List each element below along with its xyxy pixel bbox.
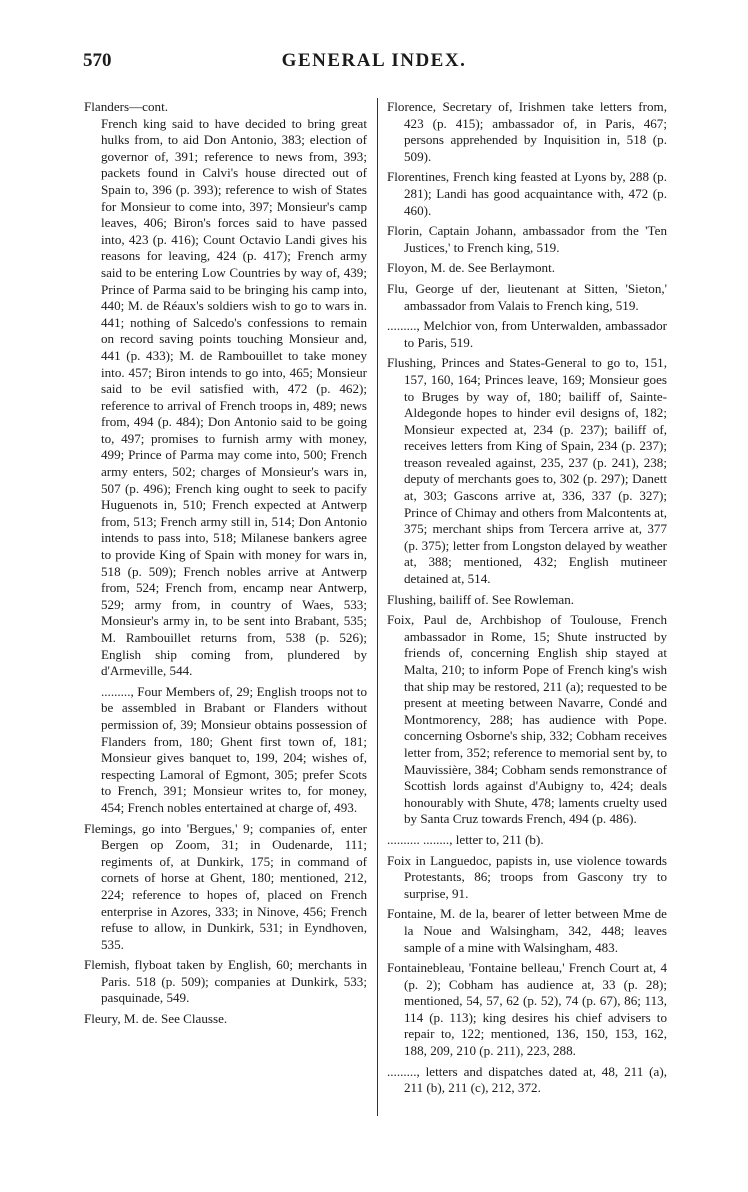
entry-fleury: Fleury, M. de. See Clausse. <box>84 1011 228 1027</box>
entry-florentines: Florentines, French king feasted at Lyons by, 288 (p. 281); Landi has good acquaintance with, 472 (p. 460). <box>387 169 667 218</box>
entry-foix-languedoc: Foix in Languedoc, papists in, use violence towards Protestants, 86; troops from Gascony try to surprise, 91. <box>387 852 667 901</box>
entry-florin: Florin, Captain Johann, ambassador from the 'Ten Justices,' to French king, 519. <box>387 223 667 255</box>
entry-foix: Foix, Paul de, Archbishop of Toulouse, French ambassador in Rome, 15; Shute instructed by friends of, concerning English ship stayed at Malta, 210; to inform Pope of French king's wish that ship may be restored, 211 (a); requested to be present at meeting between Navarre, Condé and Montmorency, 288; has audience with Pope. concerning Osborne's ship, 332; Cobham receives letter from, 352; reference to memorial sent by, to Mauvissière, 384; Cobham sends remonstrance of Scottish lords against d'Aubigny to, 424; deals honourably with Shute, 478; laments cruelty used by Santa Cruz towards French, 494 (p. 486). <box>387 612 667 827</box>
entry-floyon: Floyon, M. de. See Berlaymont. <box>387 260 556 276</box>
entry-flu: Flu, George uf der, lieutenant at Sitten, 'Sieton,' ambassador from Valais to French king, 519. <box>387 280 667 313</box>
entry-flemish: Flemish, flyboat taken by English, 60; merchants in Paris. 518 (p. 509); companies at Dunkirk, 533; pasquinade, 549. <box>84 957 367 1006</box>
entry-foix-letter: .......... ........, letter to, 211 (b). <box>387 831 544 847</box>
page-number: 570 <box>83 50 112 71</box>
entry-fontainebleau-letters: ........., letters and dispatches dated at, 48, 211 (a), 211 (b), 211 (c), 212, 372. <box>387 1063 667 1096</box>
column-divider <box>377 98 378 1116</box>
entry-flanders-continuation: French king said to have decided to bring great hulks from, to aid Don Antonio, 383; election of governor of, 391; reference to news from, 393; packets found in Calvi's house directed out of Spain to, 396 (p. 393); reference to wish of States for Monsieur to come into, 397; Monsieur's camp leaves, 406; Biron's forces said to have passed into, 423 (p. 416); Count Octavio Landi gives his reasons for leaving, 424 (p. 417); French army said to be entering Low Countries by way of, 439; Prince of Parma said to be bringing his camp into, 440; M. de Réaux's soldiers wish to go to wars in. 441; nothing of Salcedo's confessions to remain on record saving points touching Monsieur and, 441 (p. 433); M. de Rambouillet to take money into. 457; Biron intends to go into, 465; Monsieur said to be evil satisfied with, 472 (p. 462); reference to arrival of French troops in, 489; news from, 494 (p. 484); Don Antonio said to be going to, 497; promises to furnish army with money, 499; Prince of Parma may come into, 500; French army enters, 502; charges of Monsieur's wars in, 507 (p. 496); French king ought to seek to pacify Huguenots in, 510; French expected at Antwerp from, 513; French army still in, 514; Don Antonio intends to pass into, 518; Milanese bankers agree to provide King of Spain with money for wars in, 518 (p. 509); French nobles arrive at Antwerp from, 524; French from, encamp near Antwerp, 529; army from, in country of Waes, 533; Monsieur's army in, to be sent into Brabant, 535; M. Rambouillet returns from, 538 (p. 526); English ship coming from, plundered by d'Armeville, 544. <box>101 115 367 679</box>
entry-fontaine: Fontaine, M. de la, bearer of letter between Mme de la Noue and Walsingham, 342, 448; leaves sample of a mine with Walsingham, 483. <box>387 906 667 955</box>
entry-florence: Florence, Secretary of, Irishmen take letters from, 423 (p. 415); ambassador of, in Paris, 467; persons apprehended by Inquisition in, 518 (p. 509). <box>387 99 667 164</box>
right-column <box>387 99 667 1101</box>
entry-fontainebleau: Fontainebleau, 'Fontaine belleau,' French Court at, 4 (p. 2); Cobham has audience at, 33 (p. 28); mentioned, 54, 57, 62 (p. 52), 74 (p. 67), 86; 113, 114 (p. 113); king desires his chief advisers to repair to, 122; mentioned, 136, 150, 153, 162, 188, 209, 210 (p. 211), 223, 288. <box>387 960 667 1059</box>
entry-flu-melchior: ........., Melchior von, from Unterwalden, ambassador to Paris, 519. <box>387 318 667 350</box>
entry-flushing: Flushing, Princes and States-General to go to, 151, 157, 160, 164; Princes leave, 169; Monsieur goes to Bruges by way of, 180; bailiff of, Sainte-Aldegonde hopes to hinder evil designs of, 182; Monsieur expected at, 234 (p. 237); bailiff of, receives letters from King of Spain, 234 (p. 237); treason revealed against, 235, 237 (p. 241), 238; deputy of merchants goes to, 302 (p. 297); Danett at, 303; Gascons arrive at, 336, 337 (p. 327); Prince of Chimay and others from Malcontents at, 375; merchant ships from Tercera arrive at, 377 (p. 375); letter from Longston delayed by weather at, 388; mentioned, 432; English mutineer detained at, 514. <box>387 355 667 587</box>
entry-flushing-bailiff: Flushing, bailiff of. See Rowleman. <box>387 591 575 607</box>
page-header <box>0 50 748 80</box>
entry-flemings: Flemings, go into 'Bergues,' 9; companies of, enter Bergen op Zoom, 31; in Oudenarde, 111; regiments of, at Dunkirk, 175; in command of cornets of horse at Ghent, 180; mentioned, 212, 224; reference to hopes of, placed on French enterprise in Azores, 333; in Ninove, 456; French refuse to allow, in Dunkirk, 531; in Eyndhoven, 535. <box>84 820 367 952</box>
entry-flanders-four-members: ........., Four Members of, 29; English troops not to be assembled in Brabant or Flanders without permission of, 39; Monsieur obtains possession of Flanders from, 180; Ghent first town of, 181; Monsieur gives banquet to, 199, 204; wishes of, respecting Lamoral of Egmont, 305; prefer Scots to French, 391; Monsieur writes to, for money, 454; French nobles entertained at charge of, 493. <box>101 683 367 815</box>
running-title: GENERAL INDEX. <box>281 50 467 71</box>
entry-flanders-heading: Flanders—cont. <box>84 99 169 114</box>
left-column <box>84 99 367 1032</box>
